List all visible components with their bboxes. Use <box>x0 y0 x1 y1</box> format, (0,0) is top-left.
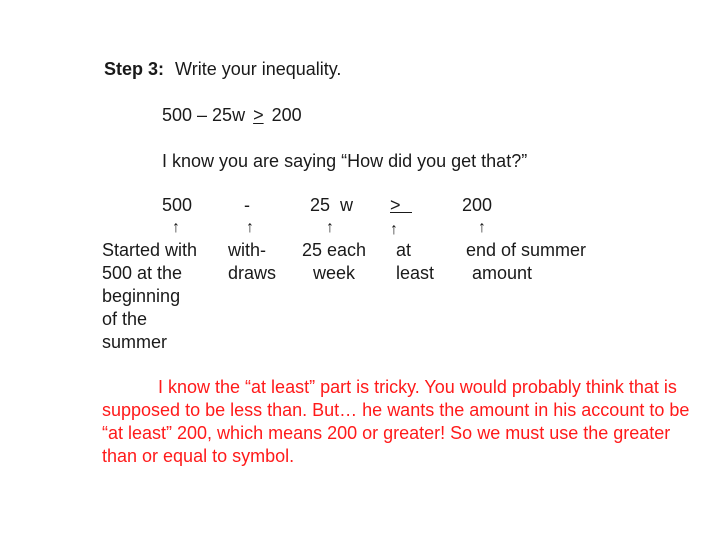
inequality <box>162 106 302 124</box>
label-line: 25 each <box>302 240 367 260</box>
label-25-each-week <box>302 239 366 285</box>
term-500: 500 <box>162 195 193 215</box>
arrow-up-icon: ↑ <box>326 219 334 236</box>
arrow-up-icon: ↑ <box>390 221 398 238</box>
label-started-with <box>102 239 197 354</box>
inequality-left: 500 – 25w <box>162 105 246 125</box>
term-minus: - <box>244 195 250 215</box>
arrow-up-icon: ↑ <box>246 219 254 236</box>
label-line: with- <box>228 240 267 260</box>
label-withdraws <box>228 239 276 285</box>
step-heading <box>104 60 341 78</box>
label-line: least <box>396 263 435 283</box>
inequality-symbol: > <box>253 105 264 125</box>
term-200: 200 <box>462 195 493 215</box>
question-line: I know you are saying “How did you get that?” <box>162 151 528 171</box>
term-25w: 25 w <box>310 195 354 215</box>
term-ge-symbol: > <box>390 195 401 215</box>
label-line: draws <box>228 263 277 283</box>
term-ge <box>390 196 412 213</box>
inequality-right: 200 <box>271 105 302 125</box>
step-label: Step 3: <box>104 59 165 79</box>
label-line: Started with <box>102 240 198 260</box>
label-line: 500 at the <box>102 263 183 283</box>
arrow-up-icon: ↑ <box>478 219 486 236</box>
label-line: of the <box>102 309 148 329</box>
label-line: amount <box>472 263 533 283</box>
arrow-up-icon: ↑ <box>172 219 180 236</box>
label-line: end of summer <box>466 240 587 260</box>
label-line: week <box>313 263 356 283</box>
label-line: summer <box>102 332 168 352</box>
explanation-note: I know the “at least” part is tricky. You would probably think that is supposed to be less than. But… he wants the amount in his account to be “at least” 200, which means 200 or greater! So we must use the greater than or equal to symbol. <box>102 377 690 466</box>
label-at-least <box>396 239 434 285</box>
label-line: beginning <box>102 286 181 306</box>
label-line: at <box>396 240 412 260</box>
step-instruction: Write your inequality. <box>175 59 342 79</box>
label-end-of-summer <box>466 239 586 285</box>
